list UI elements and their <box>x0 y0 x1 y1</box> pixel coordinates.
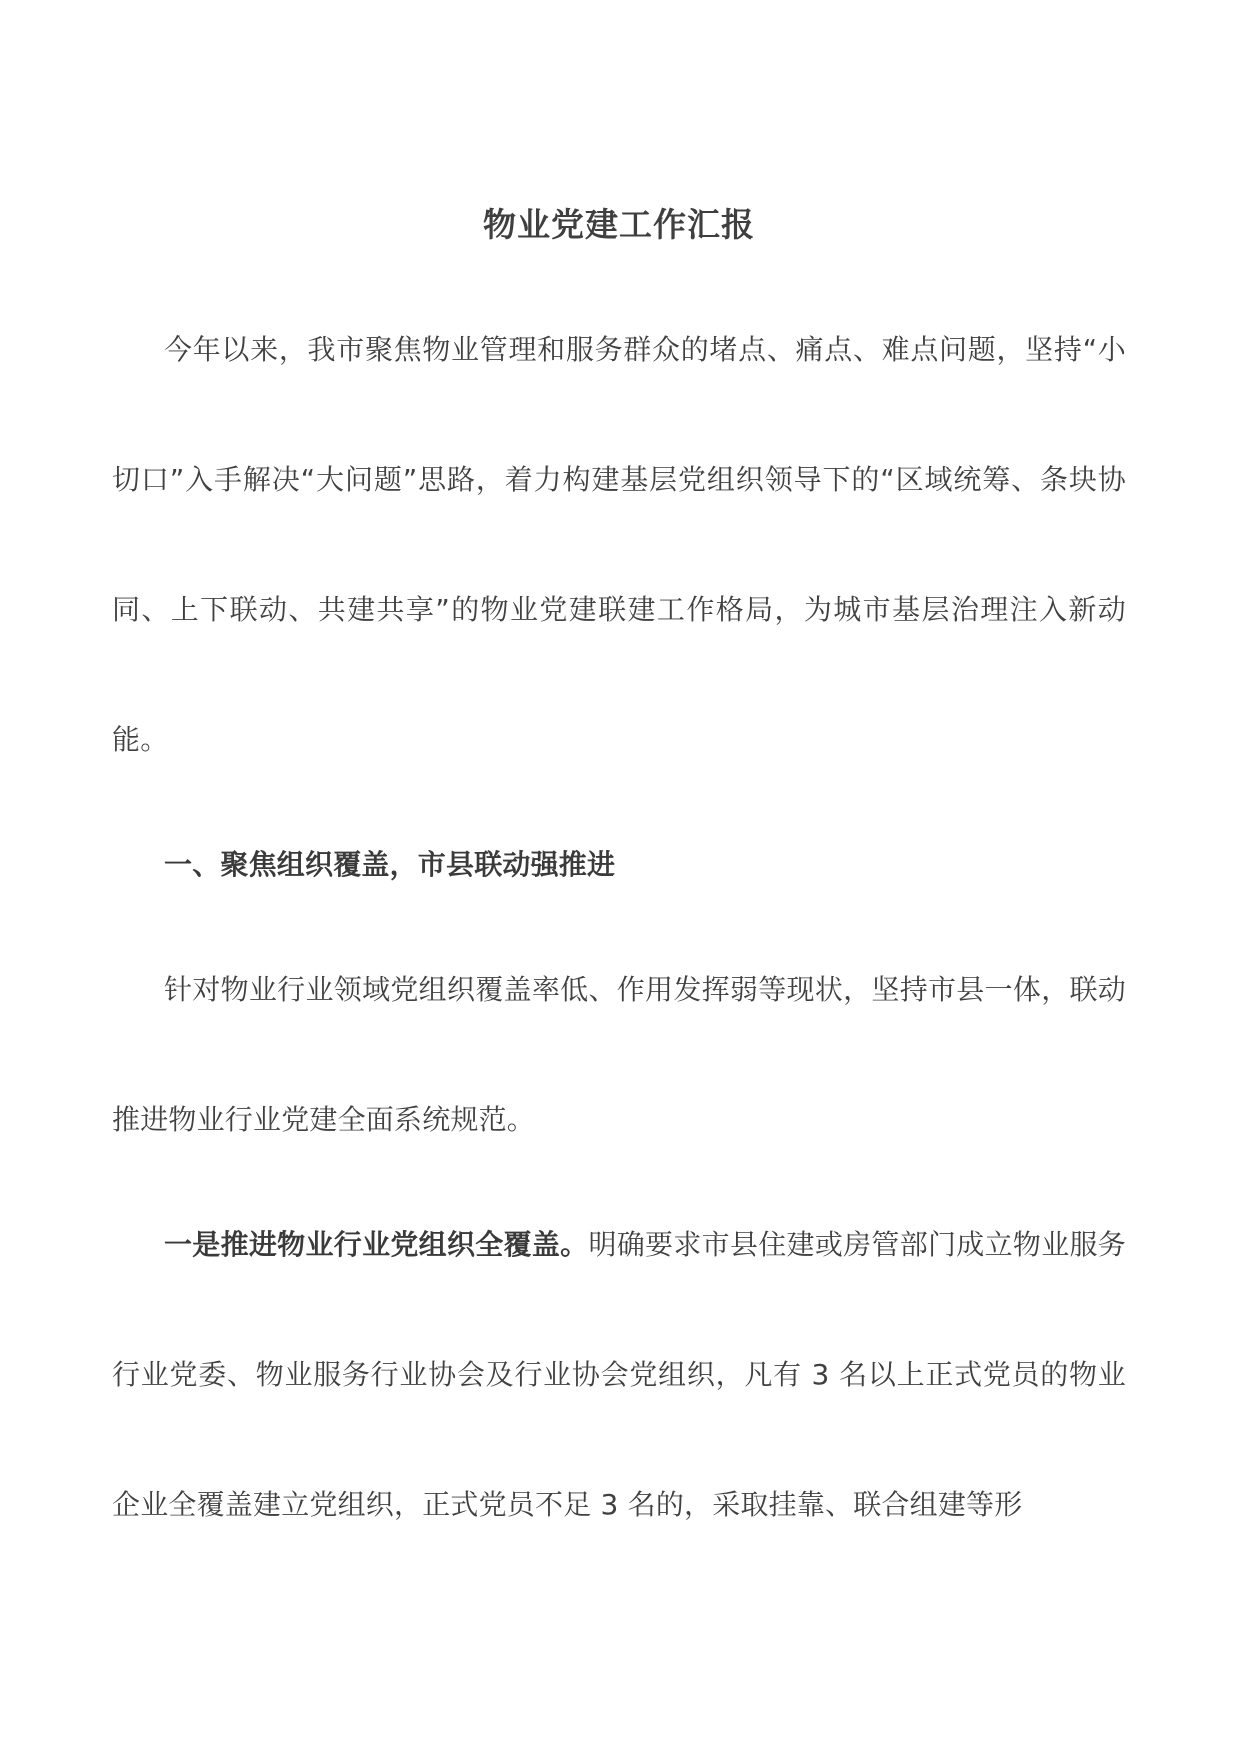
point-body: 明确要求市县住建或房管部门成立物业服务行业党委、物业服务行业协会及行业协会党组织，凡有 3 名以上正式党员的物业企业全覆盖建立党组织，正式党员不足 3 名的，采取挂靠、联合组建等形 <box>112 1228 1126 1521</box>
point-paragraph <box>112 1180 1126 1570</box>
section-intro-paragraph: 针对物业行业领域党组织覆盖率低、作用发挥弱等现状，坚持市县一体，联动推进物业行业党建全面系统规范。 <box>112 973 1126 1136</box>
intro-paragraph: 今年以来，我市聚焦物业管理和服务群众的堵点、痛点、难点问题，坚持“小切口”入手解决“大问题”思路，着力构建基层党组织领导下的“区域统筹、条块协同、上下联动、共建共享”的物业党建联建工作格局，为城市基层治理注入新动能。 <box>112 333 1126 756</box>
point-lead: 一是推进物业行业党组织全覆盖。 <box>164 1228 589 1261</box>
document-title: 物业党建工作汇报 <box>483 205 755 244</box>
section-heading: 一、聚焦组织覆盖，市县联动强推进 <box>164 848 616 881</box>
